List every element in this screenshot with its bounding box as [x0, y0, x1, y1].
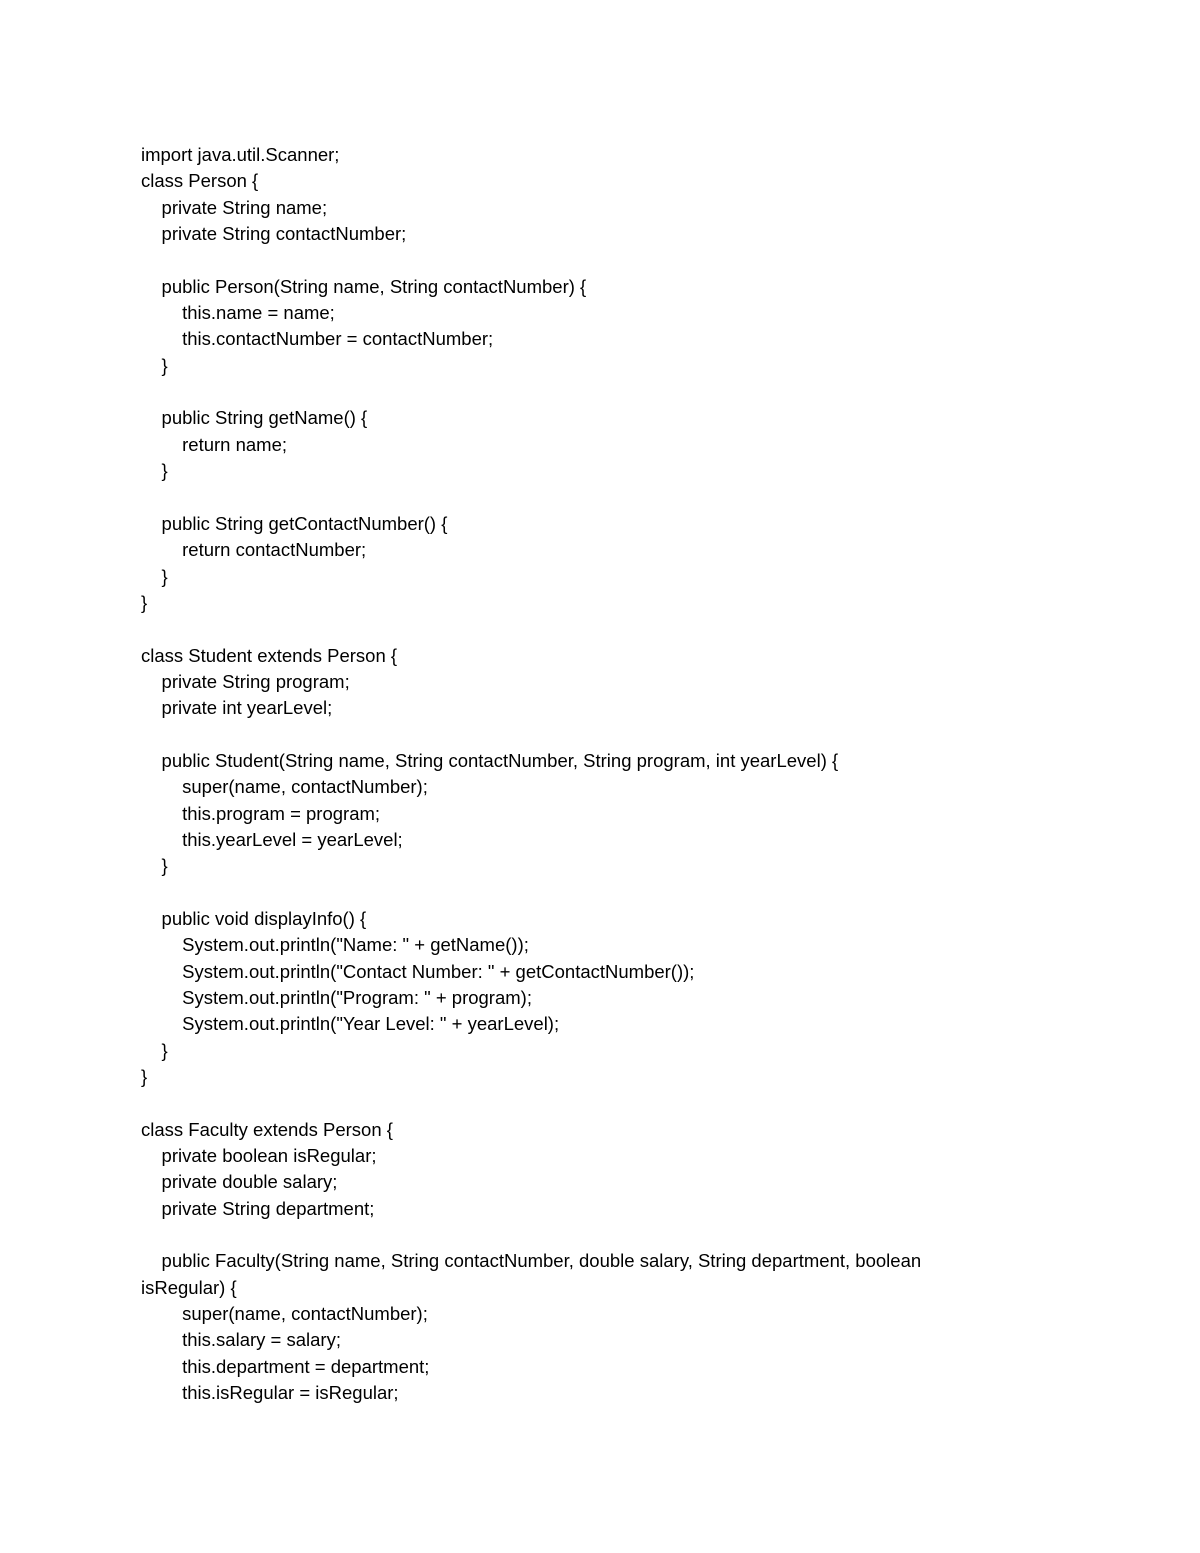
code-line: private boolean isRegular;: [141, 1145, 377, 1167]
code-line: return name;: [141, 433, 288, 455]
code-line: this.contactNumber = contactNumber;: [141, 328, 494, 350]
code-line: super(name, contactNumber);: [141, 1303, 428, 1325]
code-line: public Person(String name, String contactNumber) {: [141, 275, 587, 297]
code-line: this.program = program;: [141, 802, 381, 824]
code-line: class Student extends Person {: [141, 644, 398, 666]
code-line: this.yearLevel = yearLevel;: [141, 828, 403, 850]
code-line: }: [141, 354, 168, 376]
code-line: public Student(String name, String contactNumber, String program, int yearLevel) {: [141, 749, 839, 771]
code-line: System.out.println("Program: " + program);: [141, 987, 532, 1008]
code-line: [141, 880, 1041, 906]
code-line: }: [141, 1066, 148, 1088]
code-line: return contactNumber;: [141, 539, 367, 561]
code-line: [141, 484, 1041, 510]
code-line: }: [141, 565, 168, 587]
code-line: this.salary = salary;: [141, 1329, 341, 1351]
code-block: [141, 142, 1041, 1407]
code-line: private String department;: [141, 1197, 375, 1219]
code-line: this.name = name;: [141, 302, 335, 324]
code-line: public String getContactNumber() {: [141, 512, 448, 534]
code-line: super(name, contactNumber);: [141, 776, 428, 798]
code-line: }: [141, 591, 148, 613]
code-line: [141, 1222, 1041, 1248]
code-line: isRegular) {: [141, 1276, 237, 1298]
code-line: public void displayInfo() {: [141, 907, 367, 929]
code-line: this.department = department;: [141, 1355, 430, 1377]
code-line: }: [141, 460, 168, 482]
code-line: public String getName() {: [141, 407, 368, 429]
code-line: class Faculty extends Person {: [141, 1118, 393, 1140]
code-line: [141, 379, 1041, 405]
code-line: private double salary;: [141, 1171, 338, 1193]
code-line: System.out.println("Name: " + getName());: [141, 934, 529, 956]
code-line: [141, 1090, 1041, 1116]
code-line: private String contactNumber;: [141, 223, 407, 245]
code-line: [141, 616, 1041, 642]
code-line: private String program;: [141, 670, 350, 692]
code-line: private String name;: [141, 196, 328, 218]
code-line: import java.util.Scanner;: [141, 144, 340, 165]
code-line: }: [141, 1039, 168, 1061]
code-line: public Faculty(String name, String contactNumber, double salary, String department, boolean: [141, 1250, 922, 1272]
code-line: [141, 722, 1041, 748]
code-line: }: [141, 855, 168, 877]
code-line: System.out.println("Year Level: " + yearLevel);: [141, 1013, 560, 1035]
code-line: [141, 247, 1041, 273]
code-line: System.out.println("Contact Number: " + getContactNumber());: [141, 960, 695, 982]
code-line: private int yearLevel;: [141, 697, 333, 719]
code-line: this.isRegular = isRegular;: [141, 1382, 399, 1404]
code-line: class Person {: [141, 170, 259, 192]
